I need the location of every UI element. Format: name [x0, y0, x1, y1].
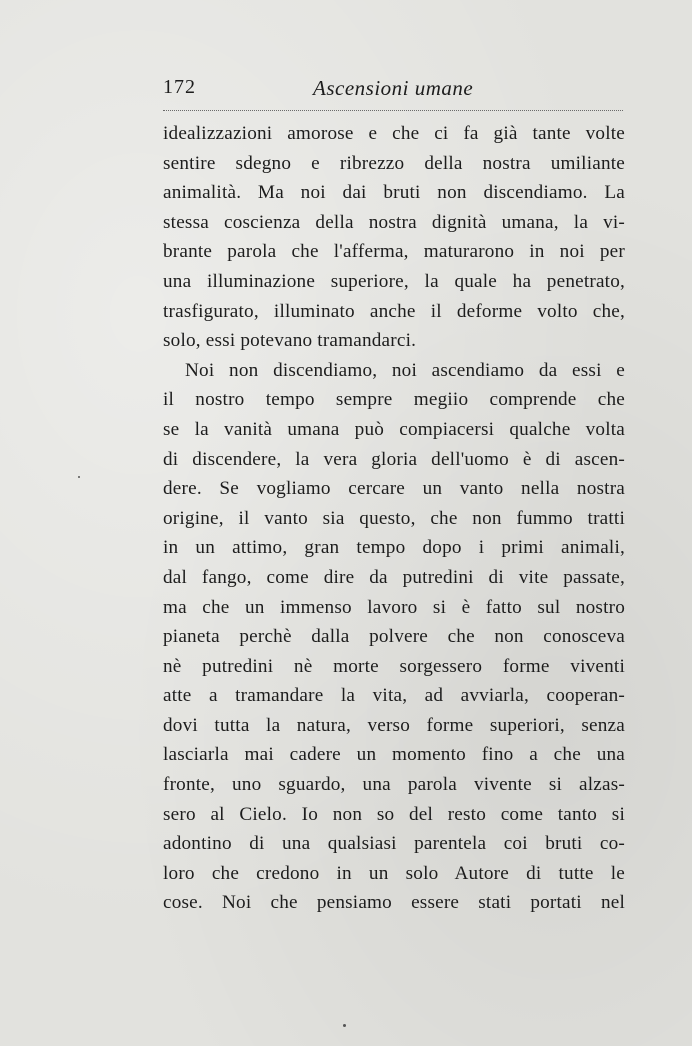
text-line: ma che un immenso lavoro si è fatto sul nostro — [163, 596, 625, 618]
text-line: sentire sdegno e ribrezzo della nostra umiliante — [163, 152, 625, 174]
text-line: loro che credono in un solo Autore di tutte le — [163, 862, 625, 884]
text-line: nè putredini nè morte sorgessero forme viventi — [163, 655, 625, 677]
text-line: pianeta perchè dalla polvere che non conosceva — [163, 626, 625, 648]
text-line: il nostro tempo sempre megiio comprende che — [163, 389, 625, 411]
paper-speck — [343, 1024, 346, 1027]
text-line: origine, il vanto sia questo, che non fummo tratti — [163, 507, 625, 529]
running-title: Ascensioni umane — [313, 76, 474, 100]
text-line: Noi non discendiamo, noi ascendiamo da essi e — [185, 359, 625, 381]
text-line: animalità. Ma noi dai bruti non discendiamo. La — [163, 182, 625, 204]
text-line: trasfigurato, illuminato anche il deforme volto che, — [163, 300, 625, 322]
text-line: dal fango, come dire da putredini di vite passate, — [163, 566, 625, 588]
text-line: adontino di una qualsiasi parentela coi bruti co- — [163, 833, 625, 855]
text-line: di discendere, la vera gloria dell'uomo è di ascen- — [163, 448, 625, 470]
text-line: se la vanità umana può compiacersi qualche volta — [163, 418, 625, 440]
text-line: dovi tutta la natura, verso forme superiori, senza — [163, 714, 625, 736]
text-line: dere. Se vogliamo cercare un vanto nella nostra — [163, 478, 625, 500]
text-line: sero al Cielo. Io non so del resto come tanto si — [163, 803, 625, 825]
text-line: brante parola che l'afferma, maturarono in noi per — [163, 241, 625, 263]
text-line: cose. Noi che pensiamo essere stati portati nel — [163, 892, 625, 914]
page-number: 172 — [163, 76, 196, 98]
text-line: atte a tramandare la vita, ad avviarla, cooperan- — [163, 685, 625, 707]
text-line: idealizzazioni amorose e che ci fa già tante volte — [163, 123, 625, 144]
text-line: in un attimo, gran tempo dopo i primi animali, — [163, 537, 625, 559]
text-line: solo, essi potevano tramandarci. — [163, 330, 417, 352]
paper-speck — [78, 476, 80, 478]
running-head — [163, 76, 625, 104]
text-line: stessa coscienza della nostra dignità umana, la vi- — [163, 211, 625, 233]
text-line: lasciarla mai cadere un momento fino a che una — [163, 744, 625, 766]
header-rule — [163, 110, 623, 111]
text-line: fronte, uno sguardo, una parola vivente si alzas- — [163, 774, 625, 796]
text-line: una illuminazione superiore, la quale ha penetrato, — [163, 270, 625, 292]
body-text — [163, 119, 625, 918]
